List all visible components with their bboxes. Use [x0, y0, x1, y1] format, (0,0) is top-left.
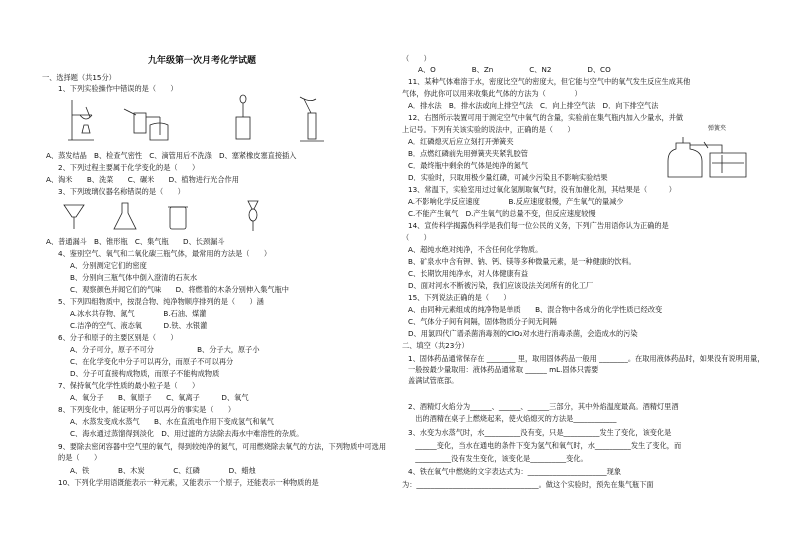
question-options: A、蒸发结晶 B、检查气密性 C、滴管用后不洗涤 D、塞紧橡皮塞直接插入 — [46, 151, 297, 160]
conical-flask-icon — [114, 203, 136, 229]
question-option: A、水蒸发变成水蒸气 B、水在直流电作用下变成氢气和氧气 — [70, 417, 274, 426]
apparatus-label: 弹簧夹 — [708, 125, 727, 132]
question-option: C、气体分子间有间隔，固体物质分子间无间隔 — [408, 317, 557, 326]
question-line: 6、分子和原子的主要区别是（ ） — [58, 333, 178, 342]
question-line: 10、下列化学用语既能表示一种元素，又能表示一个原子，还能表示一种物质的是 — [58, 478, 319, 487]
q3-glassware-figure — [60, 199, 320, 233]
question-options: A．排水法 B．排水法或向上排空气法 C．向上排空气法 D．向下排空气法 — [408, 101, 659, 110]
question-option: C、长期饮用纯净水，对人体健康有益 — [408, 269, 529, 278]
fill-blank-question: 1、固体药品通常保存在 ________ 里，取用固体药品一般用 ________。在取用液体药品时，如果没有说明用量，一般按最少量取用：液体药品通常取 ______ mL.固体只需要 — [408, 354, 765, 374]
question-line: 7、保持氧气化学性质的最小粒子是（ ） — [58, 381, 200, 390]
gas-bottle-icon — [668, 137, 702, 177]
question-options: A、氧分子 B、氧原子 C、氧离子 D、氧气 — [70, 393, 249, 402]
question-line: 9、要除去密闭容器中空气里的氧气，得到较纯净的氮气，可用燃烧除去氧气的方法，下列物质中可选用的是（ ） — [58, 442, 387, 462]
question-line: 3、下列玻璃仪器名称错误的是（ ） — [58, 187, 185, 196]
fill-blank-question: __________没有发生变化，该变化是__________变化。 — [408, 454, 588, 463]
question-option: A、分别测定它们的密度 — [70, 261, 147, 270]
question-line: 11、某种气体难溶于水，密度比空气的密度大，但它能与空气中的氧气发生反应生成其他 — [408, 77, 691, 86]
section-heading: 二、填空（共23分） — [402, 341, 469, 350]
question-line: 上记号。下列有关该实验的说法中，正确的是（ ） — [402, 125, 575, 134]
dropper-icon — [236, 95, 250, 139]
question-line: 2、下列过程主要属于化学变化的是（ ） — [58, 163, 200, 172]
question-line: 1、下列实验操作中错误的是（ ） — [58, 84, 178, 93]
answer-bracket: （ ） — [402, 233, 431, 242]
fill-blank-question: 4、铁在氧气中燃烧的文字表达式为：______________________现象 — [408, 467, 622, 476]
question-option: B、分别向三瓶气体中倒入澄清的石灰水 — [70, 273, 198, 282]
question-option: C.不能产生氧气 D.产生氧气的总量不变，但反应速度较慢 — [408, 209, 596, 218]
question-option: B．点燃红磷前先用弹簧夹夹紧乳胶管 — [408, 149, 528, 158]
page-title: 九年级第一次月考化学试题 — [148, 56, 257, 66]
question-option: A.不影响化学反应速度 B.反应速度很慢，产生氧气的量减少 — [408, 197, 624, 206]
question-option: C、在化学变化中分子可以再分，而原子不可以再分 — [70, 357, 234, 366]
question-options: A、O B、Zn C、N2 D、CO — [418, 65, 611, 74]
question-line: 13、常温下，实验室用过过氧化氢制取氧气时，没有加催化剂，其结果是（ ） — [408, 185, 676, 194]
fill-blank-question: 为：__________________________________。做这个实验时，预先在集气瓶下面 — [402, 480, 654, 489]
fill-blank-question: 2、酒精灯火焰分为______、______、______三部分，其中外焰温度最高。酒精灯里酒 — [408, 402, 679, 411]
answer-bracket: （ ） — [402, 54, 431, 63]
question-option: C.洁净的空气、液态氧 D.铁、水银灌 — [70, 321, 208, 330]
q12-oxygen-apparatus-figure — [668, 133, 758, 179]
question-line: 4、鉴别空气、氧气和二氧化碳三瓶气体，最常用的方法是（ ） — [58, 249, 272, 258]
question-line: 气体，你此你可以用来收集此气体的方法为（ ） — [402, 89, 582, 98]
question-option: A、超纯水绝对纯净，不含任何化学物质。 — [408, 245, 543, 254]
question-line: 14、宣传科学揭露伪科学是我们每一位公民的义务，下列广告用语你认为正确的是 — [408, 221, 669, 230]
stopper-insert-icon — [300, 97, 324, 141]
airtight-check-icon — [124, 109, 168, 140]
question-options: A、铁 B、木炭 C、红磷 D、蜡烛 — [70, 466, 256, 475]
fill-blank-question: ______变化，当水在通电的条件下变为氢气和氧气时，水__________发生了变化，而 — [408, 441, 682, 450]
long-neck-funnel-icon — [248, 201, 258, 231]
evaporation-icon — [68, 100, 94, 140]
question-line: 5、下列四组物质中，按混合物、纯净物顺序排列的是（ ）涵 — [58, 297, 264, 306]
question-line: 15、下列说法正确的是（ ） — [408, 293, 511, 302]
fill-blank-question: 3、水变为水蒸气时，水__________没有变，只是__________发生了变化，该变化是 — [408, 428, 672, 437]
question-line: 8、下列变化中，能证明分子可以再分的事实是（ ） — [58, 405, 236, 414]
q1-lab-operations-figure — [64, 95, 364, 145]
fill-blank-question: 出的酒精在桌子上燃烧起来，使火焰熄灭的方法是____________ — [408, 414, 617, 423]
question-options: A、普通漏斗 B、锥形瓶 C、集气瓶 D、长颈漏斗 — [46, 237, 225, 246]
question-option: C、观察颜色并闻它们的气味 D、将燃着的木条分别伸入集气瓶中 — [70, 285, 289, 294]
funnel-icon — [64, 205, 84, 229]
question-option: C、海水通过蒸馏得到淡化 D、用过滤的方法除去海水中难溶性的杂质。 — [70, 429, 304, 438]
question-option: D．实验时，只取用极少量红磷，可减少污染且不影响实验结果 — [408, 173, 608, 182]
question-options: A、淘米 B、洗菜 C、碾米 D、植物进行光合作用 — [46, 175, 239, 184]
fill-blank-question: 盖满试管底部。 — [408, 376, 459, 385]
question-option: C．最终瓶中剩余的气体是纯净的氮气 — [408, 161, 529, 170]
question-option: B、矿泉水中含有钾、钠、钙、镁等多种微量元素，是一种健康的饮料。 — [408, 257, 636, 266]
question-option: A.冰水共存物、氮气 B.石油、煤灌 — [70, 309, 207, 318]
water-beaker-icon — [710, 153, 746, 177]
question-option: D、分子可直接构成物质，而原子不能构成物质 — [70, 369, 220, 378]
question-option: A．红磷熄灭后应立刻打开弹簧夹 — [408, 137, 514, 146]
question-option: A、由同种元素组成的纯净物是单质 B、混合物中各成分的化学性质已经改变 — [408, 305, 663, 314]
gas-jar-icon — [168, 207, 188, 229]
question-option: A、分子可分，原子不可分 B、分子大，原子小 — [70, 345, 260, 354]
section-heading: 一、选择题（共15分） — [42, 73, 116, 82]
question-option: D、用氯四代广谱杀菌消毒剂的ClO₂对水进行消毒杀菌，会造成水的污染 — [408, 329, 638, 338]
question-line: 12、右图所示装置可用于测定空气中氧气的含量，实验前在集气瓶内加入少量水，并做 — [408, 113, 684, 122]
question-option: D、面对河水不断被污染，我们应该设法关闭所有的化工厂 — [408, 281, 594, 290]
